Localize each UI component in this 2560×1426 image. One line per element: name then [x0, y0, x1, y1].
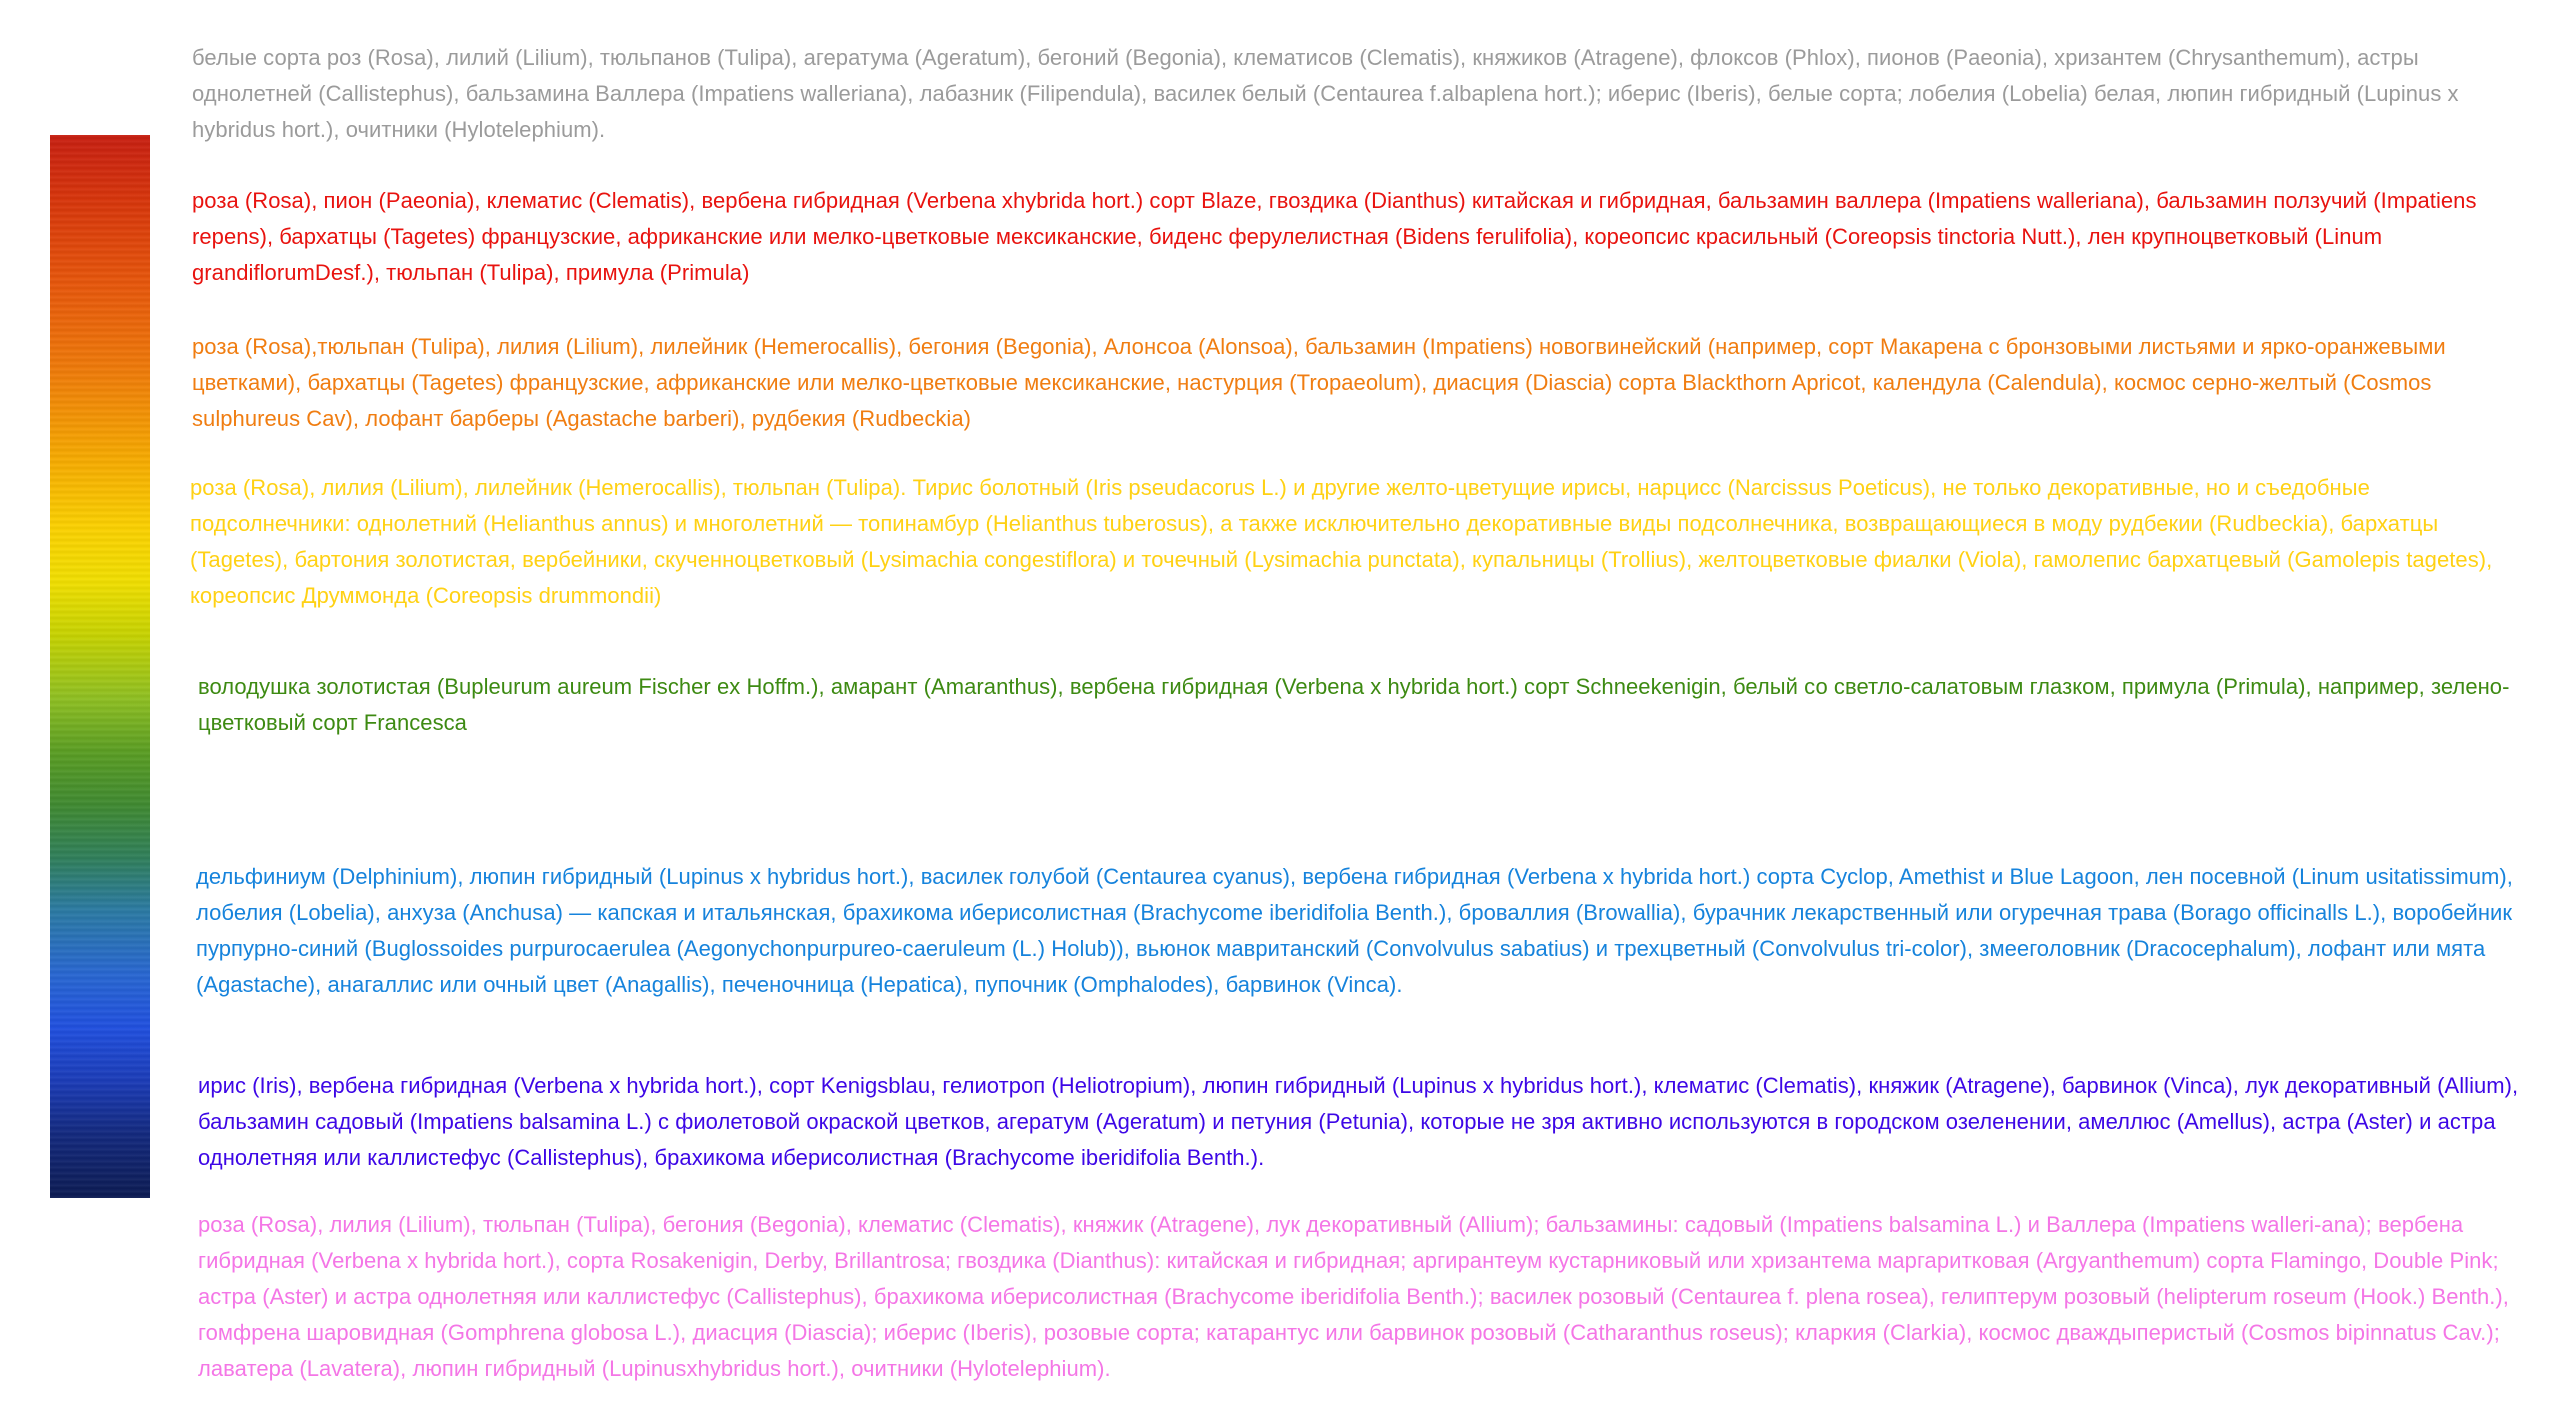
pink-flowers-text: роза (Rosa), лилия (Lilium), тюльпан (Tulipa), бегония (Begonia), клематис (Clematis), княжик (Atragene), лук декоративный (Allium); бальзамины: садовый (Impatiens balsamina L.) и Валлера (Impatiens walleri-ana); вербена гибридная (Verbena x hybrida hort.), сорта Rosakenigin, Derby, Brillantrosa; гвоздика (Dianthus): китайская и гибридная; аргирантеум кустарниковый или хризантема маргаритковая (Argyanthemum) сорта Flamingo, Double Pink; астра (Aster) и астра однолетняя или каллистефус (Callistephus), брахикома иберисолистная (Brachycome iberidifolia Benth.); василек розовый (Centaurea f. plena rosea), гелиптерум розовый (helipterum roseum (Hook.) Benth.), гомфрена шаровидная (Gomphrena globosa L.), диасция (Diascia); иберис (Iberis), розовые сорта; катарантус или барвинок розовый (Catharanthus roseus); кларкия (Clarkia), космос дваждыперистый (Cosmos bipinnatus Cav.); лаватера (Lavatera), люпин гибридный (Lupinusxhybridus hort.), очитники (Hylotelephium).	[198, 1212, 2509, 1381]
violet-flowers-text: ирис (Iris), вербена гибридная (Verbena x hybrida hort.), сорт Kenigsblau, гелиотроп (Heliotropium), люпин гибридный (Lupinus x hybridus hort.), клематис (Clematis), княжик (Atragene), барвинок (Vinca), лук декоративный (Allium), бальзамин садовый (Impatiens balsamina L.) с фиолетовой окраской цветков, агератум (Ageratum) и петуния (Petunia), которые не зря активно используются в городском озеленении, амеллюс (Amellus), астра (Aster) и астра однолетняя или каллистефус (Callistephus), брахикома иберисолистная (Brachycome iberidifolia Benth.).	[198, 1073, 2519, 1170]
yellow-flowers-text: роза (Rosa), лилия (Lilium), лилейник (Hemerocallis), тюльпан (Tulipa). Тирис болотный (Iris pseudacorus L.) и другие желто-цветущие ирисы, нарцисс (Narcissus Poeticus), не только декоративные, но и съедобные подсолнечники: однолетний (Helianthus annus) и многолетний — топинамбур (Helianthus tuberosus), а также исключительно декоративные виды подсолнечника, возвращающиеся в моду рудбекии (Rudbeckia), бархатцы (Tagetes), бартония золотистая, вербейники, скученноцветковый (Lysimachia congestiflora) и точечный (Lysimachia punctata), купальницы (Trollius), желтоцветковые фиалки (Viola), гамолепис бархатцевый (Gamolepis tagetes), кореопсис Друммонда (Coreopsis drummondii)	[190, 475, 2493, 608]
red-flowers-text: роза (Rosa), пион (Paeonia), клематис (Clematis), вербена гибридная (Verbena xhybrida hort.) сорт Blaze, гвоздика (Dianthus) китайская и гибридная, бальзамин валлера (Impatiens walleriana), бальзамин ползучий (Impatiens repens), бархатцы (Tagetes) французские, африканские или мелко-цветковые мексиканские, биденс ферулелистная (Bidens ferulifolia), кореопсис красильный (Coreopsis tinctoria Nutt.), лен крупноцветковый (Linum grandiflorumDesf.), тюльпан (Tulipa), примула (Primula)	[192, 188, 2477, 285]
color-spectrum-bar	[50, 135, 150, 1198]
blue-flowers-text: дельфиниум (Delphinium), люпин гибридный (Lupinus x hybridus hort.), василек голубой (Centaurea cyanus), вербена гибридная (Verbena x hybrida hort.) сорта Cyclop, Amethist и Blue Lagoon, лен посевной (Linum usitatissimum), лобелия (Lobelia), анхуза (Anchusa) — капская и итальянская, брахикома иберисолистная (Brachycome iberidifolia Benth.), броваллия (Browallia), бурачник лекарственный или огуречная трава (Borago officinalls L.), воробейник пурпурно-синий (Buglossoides purpurocaerulea (Aegonychonpurpureo-caeruleum (L.) Holub)), вьюнок мавританский (Convolvulus sabatius) и трехцветный (Convolvulus tri-color), змееголовник (Dracocephalum), лофант или мята (Agastache), анагаллис или очный цвет (Anagallis), печеночница (Hepatica), пупочник (Omphalodes), барвинок (Vinca).	[196, 864, 2513, 997]
orange-flowers-text: роза (Rosa),тюльпан (Tulipa), лилия (Lilium), лилейник (Hemerocallis), бегония (Begonia), Алонсоа (Alonsoa), бальзамин (Impatiens) новогвинейский (например, сорт Макарена с бронзовыми листьями и ярко-оранжевыми цветками), бархатцы (Tagetes) французские, африканские или мелко-цветковые мексиканские, настурция (Tropaeolum), диасция (Diascia) сорта Blackthorn Apricot, календула (Calendula), космос серно-желтый (Cosmos sulphureus Cav), лофант барберы (Agastache barberi), рудбекия (Rudbeckia)	[192, 334, 2446, 431]
green-flowers-text: володушка золотистая (Bupleurum aureum Fischer ex Hoffm.), амарант (Amaranthus), вербена гибридная (Verbena x hybrida hort.) сорт Schneekenigin, белый со светло-салатовым глазком, примула (Primula), например, зелено-цветковый сорт Francesca	[198, 674, 2510, 735]
white-flowers-text: белые сорта роз (Rosa), лилий (Lilium), тюльпанов (Tulipa), агератума (Ageratum), бегоний (Begonia), клематисов (Clematis), княжиков (Atragene), флоксов (Phlox), пионов (Paeonia), хризантем (Chrysanthemum), астры однолетней (Callistephus), бальзамина Валлера (Impatiens walleriana), лабазник (Filipendula), василек белый (Centaurea f.albaplena hort.); иберис (Iberis), белые сорта; лобелия (Lobelia) белая, люпин гибридный (Lupinus x hybridus hort.), очитники (Hylotelephium).	[192, 45, 2459, 142]
